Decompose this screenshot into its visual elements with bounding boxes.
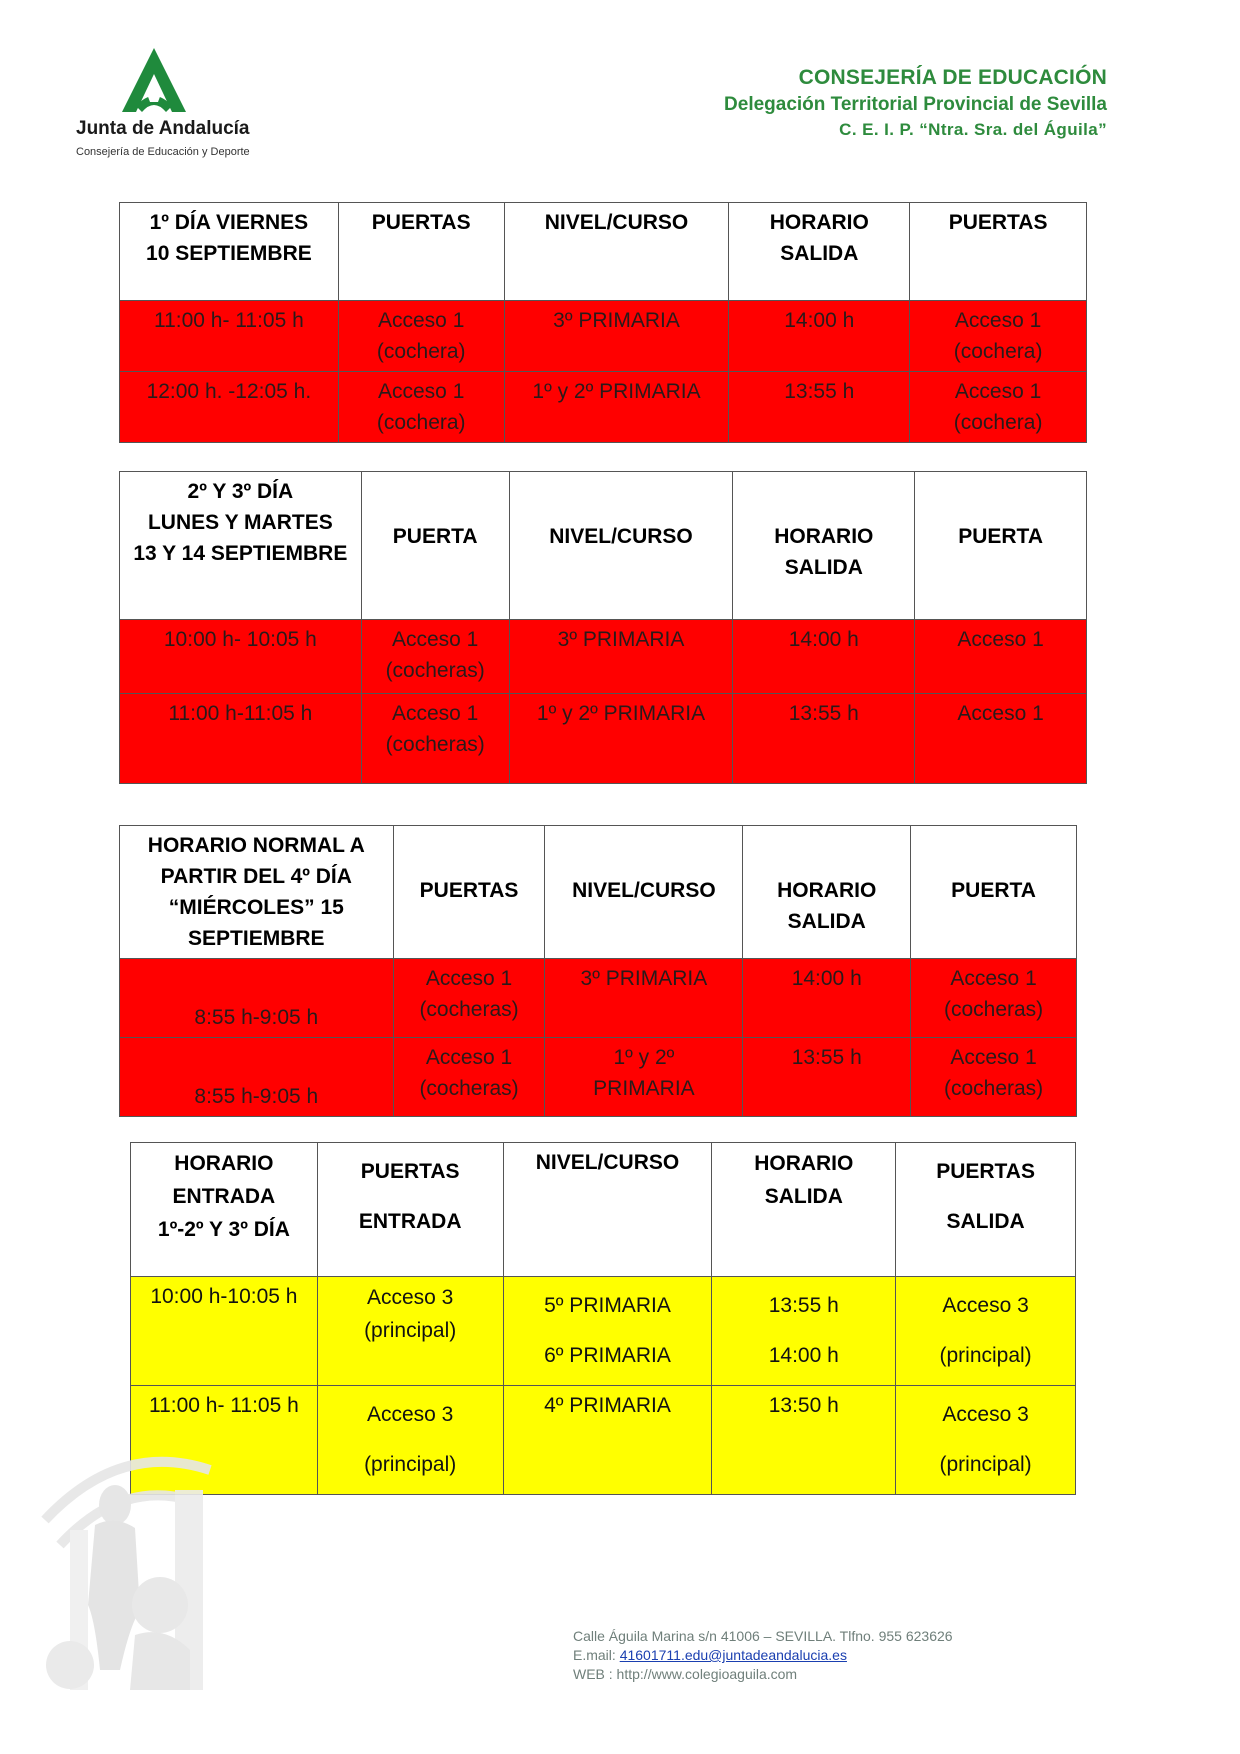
footer-email-line: E.mail: 41601711.edu@juntadeandalucia.es — [573, 1647, 847, 1663]
header-cell: HORARIO ENTRADA 1º-2º Y 3º DÍA — [131, 1143, 318, 1277]
level-cell: 4º PRIMARIA — [503, 1386, 712, 1495]
level-cell: 3º PRIMARIA — [545, 959, 743, 1038]
header-cell: NIVEL/CURSO — [503, 1143, 712, 1277]
exit-time-cell: 14:00 h — [729, 301, 910, 372]
time-cell: 8:55 h-9:05 h — [120, 1038, 394, 1117]
table-header-row — [120, 203, 1087, 301]
exit-time-cell: 14:00 h — [743, 959, 911, 1038]
exit-time-cell: 14:00 h — [733, 620, 915, 694]
table-row — [131, 1386, 1076, 1495]
logo-name: Junta de Andalucía — [76, 118, 250, 139]
header-cell: 1º DÍA VIERNES 10 SEPTIEMBRE — [120, 203, 339, 301]
table-row — [120, 301, 1087, 372]
table-row — [120, 959, 1077, 1038]
footer-web: WEB : http://www.colegioaguila.com — [573, 1666, 798, 1682]
header-cell: PUERTA — [361, 472, 509, 620]
exit-door-cell: Acceso 1 (cocheras) — [911, 959, 1077, 1038]
exit-time-cell: 13:55 h 14:00 h — [712, 1277, 896, 1386]
exit-time-cell: 13:55 h — [729, 372, 910, 443]
table-header-row — [120, 472, 1087, 620]
footer — [573, 1627, 953, 1684]
exit-door-cell: Acceso 1 — [915, 694, 1087, 784]
time-cell: 8:55 h-9:05 h — [120, 959, 394, 1038]
time-cell: 11:00 h- 11:05 h — [131, 1386, 318, 1495]
door-cell: Acceso 1 (cocheras) — [361, 620, 509, 694]
schedule-table-day1 — [119, 202, 1087, 443]
table-header-row — [131, 1143, 1076, 1277]
door-cell: Acceso 1 (cochera) — [338, 301, 504, 372]
header-cell: 2º Y 3º DÍA LUNES Y MARTES 13 Y 14 SEPTIEMBRE — [120, 472, 362, 620]
header-cell: PUERTAS — [338, 203, 504, 301]
schedule-table-normal — [119, 825, 1077, 1117]
school-name: C. E. I. P. “Ntra. Sra. del Águila” — [839, 120, 1107, 139]
header-cell: HORARIO NORMAL A PARTIR DEL 4º DÍA “MIÉRCOLES” 15 SEPTIEMBRE — [120, 826, 394, 959]
level-cell: 1º y 2º PRIMARIA — [504, 372, 729, 443]
header-cell: HORARIO SALIDA — [712, 1143, 896, 1277]
schedule-table-day2-3 — [119, 471, 1087, 784]
header-cell: NIVEL/CURSO — [504, 203, 729, 301]
header-cell: PUERTAS SALIDA — [896, 1143, 1076, 1277]
schedule-table-upper-grades — [130, 1142, 1076, 1495]
time-cell: 10:00 h-10:05 h — [131, 1277, 318, 1386]
exit-door-cell: Acceso 3 (principal) — [896, 1386, 1076, 1495]
header-cell: HORARIO SALIDA — [733, 472, 915, 620]
exit-time-cell: 13:55 h — [743, 1038, 911, 1117]
table-header-row — [120, 826, 1077, 959]
door-cell: Acceso 3 (principal) — [317, 1277, 503, 1386]
header-cell: NIVEL/CURSO — [545, 826, 743, 959]
exit-time-cell: 13:55 h — [733, 694, 915, 784]
table-row — [131, 1277, 1076, 1386]
header-cell: PUERTAS — [910, 203, 1087, 301]
level-cell: 1º y 2º PRIMARIA — [545, 1038, 743, 1117]
footer-address: Calle Águila Marina s/n 41006 – SEVILLA. Tlfno. 955 623626 — [573, 1628, 953, 1644]
level-cell: 1º y 2º PRIMARIA — [509, 694, 733, 784]
time-cell: 11:00 h- 11:05 h — [120, 301, 339, 372]
exit-door-cell: Acceso 1 (cocheras) — [911, 1038, 1077, 1117]
level-cell: 3º PRIMARIA — [504, 301, 729, 372]
delegacion-title: Delegación Territorial Provincial de Sevilla — [724, 94, 1107, 115]
time-cell: 12:00 h. -12:05 h. — [120, 372, 339, 443]
consejeria-title: CONSEJERÍA DE EDUCACIÓN — [798, 66, 1107, 89]
door-cell: Acceso 3 (principal) — [317, 1386, 503, 1495]
header-cell: PUERTAS — [393, 826, 545, 959]
exit-time-cell: 13:50 h — [712, 1386, 896, 1495]
level-cell: 3º PRIMARIA — [509, 620, 733, 694]
header-cell: PUERTA — [915, 472, 1087, 620]
time-cell: 11:00 h-11:05 h — [120, 694, 362, 784]
header-cell: NIVEL/CURSO — [509, 472, 733, 620]
door-cell: Acceso 1 (cocheras) — [361, 694, 509, 784]
table-row — [120, 372, 1087, 443]
door-cell: Acceso 1 (cocheras) — [393, 959, 545, 1038]
junta-andalucia-logo-icon — [114, 46, 194, 116]
table-row — [120, 1038, 1077, 1117]
door-cell: Acceso 1 (cocheras) — [393, 1038, 545, 1117]
header-cell: HORARIO SALIDA — [743, 826, 911, 959]
level-cell: 5º PRIMARIA 6º PRIMARIA — [503, 1277, 712, 1386]
email-link[interactable]: 41601711.edu@juntadeandalucia.es — [619, 1647, 847, 1663]
exit-door-cell: Acceso 1 (cochera) — [910, 301, 1087, 372]
header-cell: HORARIO SALIDA — [729, 203, 910, 301]
exit-door-cell: Acceso 1 — [915, 620, 1087, 694]
table-row — [120, 694, 1087, 784]
exit-door-cell: Acceso 3 (principal) — [896, 1277, 1076, 1386]
door-cell: Acceso 1 (cochera) — [338, 372, 504, 443]
exit-door-cell: Acceso 1 (cochera) — [910, 372, 1087, 443]
letterhead — [724, 66, 1107, 140]
junta-logo — [72, 46, 252, 166]
header-cell: PUERTAS ENTRADA — [317, 1143, 503, 1277]
time-cell: 10:00 h- 10:05 h — [120, 620, 362, 694]
junta-shield-watermark-icon — [40, 1410, 215, 1700]
table-row — [120, 620, 1087, 694]
header-cell: PUERTA — [911, 826, 1077, 959]
logo-subtitle: Consejería de Educación y Deporte — [76, 146, 250, 158]
